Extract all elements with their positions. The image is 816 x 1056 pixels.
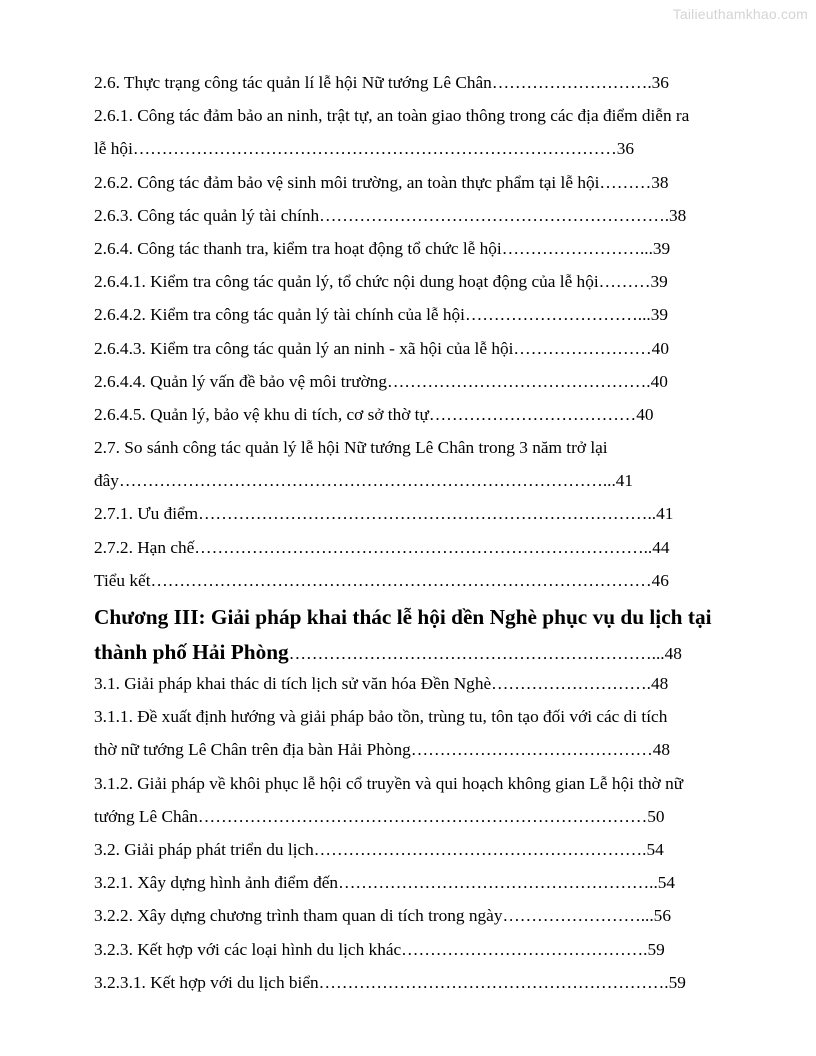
toc-entry: Tiểu kết……………………………………………………………………………46 [94,570,669,590]
toc-entry: 3.2.2. Xây dựng chương trình tham quan di tích trong ngày……………………...56 [94,906,671,926]
toc-entry: 2.6.4.3. Kiểm tra công tác quản lý an ninh - xã hội của lễ hội……………………40 [94,338,669,358]
toc-entry: 2.6.4. Công tác thanh tra, kiểm tra hoạt động tổ chức lễ hội……………………...39 [94,238,671,258]
toc-entry: 3.1. Giải pháp khai thác di tích lịch sử văn hóa Đền Nghè……………………….48 [94,674,669,693]
toc-entry: 2.6. Thực trạng công tác quản lí lễ hội Nữ tướng Lê Chân……………………….36 [94,73,669,92]
toc-entry: 2.6.1. Công tác đảm bảo an ninh, trật tự, an toàn giao thông trong các địa điểm diễn ra [94,106,690,126]
toc-entry: tướng Lê Chân……………………………………………………………………50 [94,806,665,826]
toc-entry: 2.6.4.4. Quản lý vấn đề bảo vệ môi trường……………………………………….40 [94,371,668,391]
chapter-heading [94,639,740,665]
chapter-heading: Chương III: Giải pháp khai thác lễ hội dền Nghè phục vụ du lịch tại [94,605,712,629]
watermark: Tailieuthamkhao.com [672,6,808,22]
chapter-heading-text: thành phố Hải Phòng [94,640,289,664]
toc-entry: đây…………………………………………………………………………...41 [94,471,634,491]
toc-entry: 3.2.3. Kết hợp với các loại hình du lịch khác…………………………………….59 [94,939,665,959]
toc-entry: 3.1.2. Giải pháp về khôi phục lễ hội cổ truyền và qui hoạch không gian Lễ hội thờ nữ [94,773,684,793]
toc-entry: lễ hội…………………………………………………………………………36 [94,139,635,159]
toc-entry: 2.6.4.2. Kiểm tra công tác quản lý tài chính của lễ hội…………………………...39 [94,305,669,325]
toc-entry: 2.6.2. Công tác đảm bảo vệ sinh môi trường, an toàn thực phẩm tại lễ hội………38 [94,172,669,192]
toc-entry: 3.2.1. Xây dựng hình ảnh điểm đến………………………………………………..54 [94,873,676,893]
toc-entry: 3.2. Giải pháp phát triển du lịch………………………………………………….54 [94,839,664,859]
table-of-contents [94,73,740,1006]
toc-entry: 3.1.1. Đề xuất định hướng và giải pháp bảo tồn, trùng tu, tôn tạo đối với các di tích [94,707,668,727]
toc-entry: 2.7.1. Ưu điểm……………………………………………………………………..41 [94,504,674,524]
toc-entry: 2.7. So sánh công tác quản lý lễ hội Nữ tướng Lê Chân trong 3 năm trở lại [94,438,608,458]
toc-entry: 2.6.3. Công tác quản lý tài chính…………………………………………………….38 [94,205,687,225]
toc-entry: 2.7.2. Hạn chế……………………………………………………………………..44 [94,537,670,557]
toc-entry: 3.2.3.1. Kết hợp với du lịch biển…………………………………………………….59 [94,972,686,992]
chapter-heading-page: ………………………………………………………...48 [288,644,682,663]
toc-entry: 2.6.4.1. Kiểm tra công tác quản lý, tổ chức nội dung hoạt động của lễ hội………39 [94,272,668,292]
toc-entry: 2.6.4.5. Quản lý, bảo vệ khu di tích, cơ sở thờ tự………………………………40 [94,404,654,424]
toc-entry: thờ nữ tướng Lê Chân trên địa bàn Hải Phòng……………………………………48 [94,740,671,760]
